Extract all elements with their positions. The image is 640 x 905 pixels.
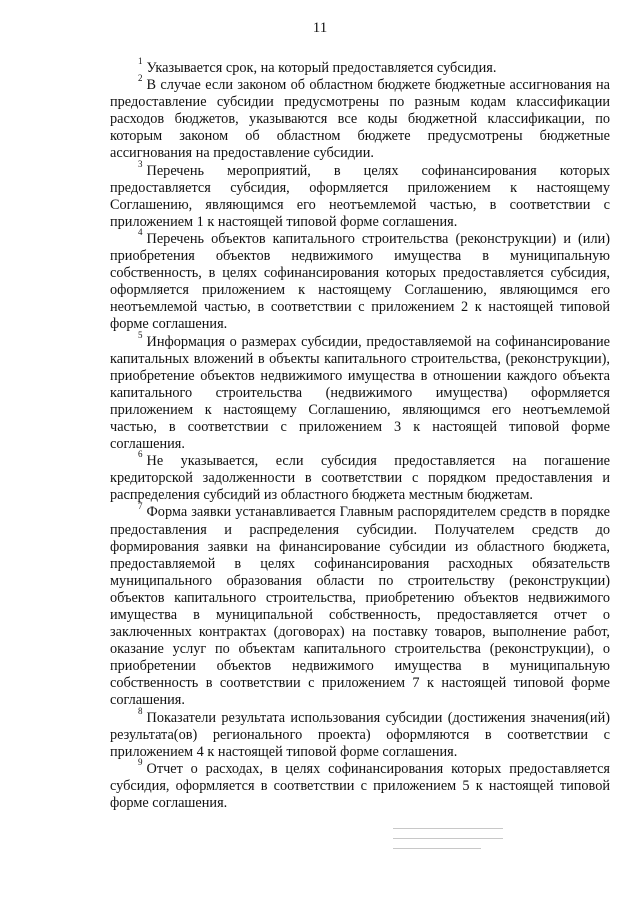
footnote-mark: 9 bbox=[138, 757, 143, 768]
footnote-text: Не указывается, если субсидия предоставляется на погашение кредиторской задолженности в соответствии с порядком предоставления и распределения субсидий из областного бюджета местным бюджетам. bbox=[110, 453, 610, 504]
footnotes-section bbox=[110, 56, 610, 812]
footnote-text: Указывается срок, на который предоставляется субсидия. bbox=[146, 60, 497, 76]
footnote-9 bbox=[110, 757, 610, 812]
footnote-mark: 8 bbox=[138, 705, 143, 716]
footnote-7 bbox=[110, 500, 610, 709]
footnote-text: Показатели результата использования субсидии (достижения значения(ий) результата(ов) регионального проекта) оформляются в соответствии с приложением 4 к настоящей типовой форме соглашения. bbox=[110, 709, 610, 760]
footnote-mark: 2 bbox=[138, 73, 143, 84]
footnote-text: Информация о размерах субсидии, предоставляемой на софинансирование капитальных вложений в объекты капитального строительства, (реконструкции), приобретение объектов недвижимого имущества в отношении каждого объекта капитального строительства (недвижимого имущества) оформляется приложением к настоящему Соглашению, являющимся его неотъемлемой частью, в соответствии с приложением 3 к настоящей типовой форме соглашения. bbox=[110, 333, 610, 453]
footnote-text: В случае если законом об областном бюджете бюджетные ассигнования на предоставление субсидии предусмотрены по разным кодам классификации расходов бюджетов, указываются все коды бюджетной классификации, по которым законом об областном бюджете предусмотрены бюджетные ассигнования на предоставление субсидии. bbox=[110, 77, 610, 162]
page-number: 11 bbox=[312, 20, 328, 36]
footnote-mark: 5 bbox=[138, 329, 143, 340]
footnote-5 bbox=[110, 329, 610, 454]
footnote-6 bbox=[110, 449, 610, 504]
footnote-mark: 7 bbox=[138, 500, 143, 511]
footnote-8 bbox=[110, 705, 610, 761]
footnote-1 bbox=[110, 56, 610, 77]
footnote-mark: 3 bbox=[138, 158, 143, 169]
footnote-text: Отчет о расходах, в целях софинансирования которых предоставляется субсидия, оформляется в соответствии с приложением 5 к настоящей типовой форме соглашения. bbox=[110, 760, 610, 812]
footnote-text: Перечень объектов капитального строительства (реконструкции) и (или) приобретения объектов недвижимого имущества в муниципальную собственность, в целях софинансирования которых предоставляется субсидия, оформляется приложением к настоящему Соглашению, являющимся его неотъемлемой частью, в соответствии с приложением 2 к настоящей типовой форме соглашения. bbox=[110, 230, 610, 333]
faded-stamp-mark bbox=[393, 828, 503, 858]
footnote-mark: 1 bbox=[138, 56, 143, 67]
footnote-text: Форма заявки устанавливается Главным распорядителем средств в порядке предоставления и распределения субсидии. Получателем средств до формирования заявки на финансирование субсидии из областного бюджета, предоставляемой в целях софинансирования расходных обязательств муниципального образования области по строительству (реконструкции) объектов капитального строительства, приобретению объектов недвижимого имущества в муниципальной собственность, предоставляется отчет о заключенных контрактах (договорах) на поставку товаров, выполнение работ, оказание услуг по объектам капитального строительства (реконструкции), о приобретении объектов недвижимого имущества в муниципальную собственность в соответствии с приложением 7 к настоящей типовой форме соглашения. bbox=[110, 504, 610, 709]
footnote-text: Перечень мероприятий, в целях софинансирования которых предоставляется субсидия, оформляется приложением к настоящему Соглашению, являющимся его неотъемлемой частью, в соответствии с приложением 1 к настоящей типовой форме соглашения. bbox=[110, 162, 610, 230]
footnote-mark: 4 bbox=[138, 227, 143, 238]
footnote-2 bbox=[110, 73, 610, 162]
footnote-3 bbox=[110, 158, 610, 231]
footnote-4 bbox=[110, 227, 610, 334]
footnote-mark: 6 bbox=[138, 449, 143, 460]
